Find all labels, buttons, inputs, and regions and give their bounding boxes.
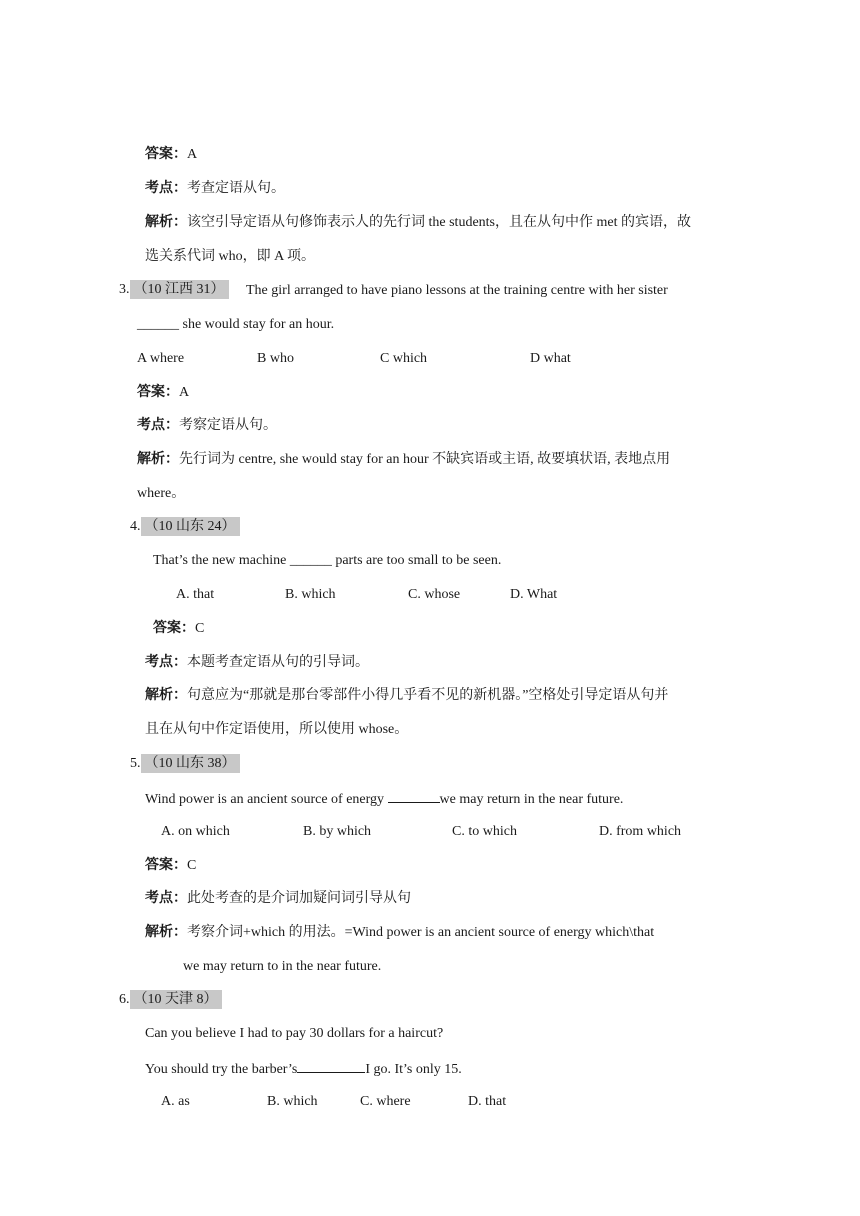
q2-point: 考查定语从句。 xyxy=(187,181,285,196)
q3-point-line xyxy=(137,416,277,436)
q4-answer-line xyxy=(153,619,204,639)
q6-number: 6. xyxy=(119,992,130,1007)
q4-analysis-1: 句意应为“那就是那台零部件小得几乎看不见的新机器。”空格处引导定语从句并 xyxy=(187,688,669,703)
q3-number: 3. xyxy=(119,282,130,297)
answer-label: 答案： xyxy=(145,147,187,162)
q5-stem-b: we may return in the near future. xyxy=(439,792,624,807)
q2-analysis-line-1 xyxy=(145,213,691,233)
q6-option-d: D. that xyxy=(468,1094,507,1109)
q6-header xyxy=(119,990,222,1010)
analysis-label: 解析： xyxy=(145,925,187,940)
q6-stem-2a: You should try the barber’s xyxy=(145,1062,298,1077)
q4-point-line xyxy=(145,653,369,673)
q6-option-c: C. where xyxy=(360,1094,411,1109)
q6-stem-2b: I go. It’s only 15. xyxy=(365,1062,462,1077)
q3-point: 考察定语从句。 xyxy=(179,418,277,433)
q6-blank xyxy=(297,1058,365,1073)
point-label: 考点： xyxy=(145,655,187,670)
q5-source-tag: （10 山东 38） xyxy=(141,754,240,773)
q3-answer-line xyxy=(137,383,189,403)
q3-option-b: B who xyxy=(257,351,294,366)
q6-source-tag: （10 天津 8） xyxy=(130,990,222,1009)
q3-answer: A xyxy=(179,385,190,400)
q3-analysis-1: 先行词为 centre, she would stay for an hour 不缺宾语或主语, 故要填状语, 表地点用 xyxy=(179,452,671,467)
q5-point: 此处考查的是介词加疑问词引导从句 xyxy=(187,891,411,906)
q5-option-d: D. from which xyxy=(599,824,682,839)
q5-point-line xyxy=(145,889,411,909)
q3-stem-1: The girl arranged to have piano lessons at the training centre with her sister xyxy=(246,283,668,298)
answer-label: 答案： xyxy=(145,858,187,873)
q2-point-line xyxy=(145,179,285,199)
q5-analysis-line-2: we may return to in the near future. xyxy=(183,959,382,974)
q5-number: 5. xyxy=(130,756,141,771)
q2-analysis-2: 选关系代词 who，即 A 项。 xyxy=(145,249,315,264)
q5-option-a: A. on which xyxy=(161,824,230,839)
q2-answer: A xyxy=(187,147,198,162)
q4-analysis-line-1 xyxy=(145,686,668,706)
q4-option-c: C. whose xyxy=(408,587,461,602)
q5-stem-a: Wind power is an ancient source of energy xyxy=(145,792,388,807)
q5-option-b: B. by which xyxy=(303,824,372,839)
q5-header xyxy=(130,754,240,774)
q3-analysis-line-1 xyxy=(137,450,670,470)
q2-analysis-1: 该空引导定语从句修饰表示人的先行词 the students，且在从句中作 met 的宾语，故 xyxy=(187,215,691,230)
q4-source-tag: （10 山东 24） xyxy=(141,517,240,536)
q3-option-d: D what xyxy=(530,351,571,366)
q5-analysis-1: 考察介词+which 的用法。=Wind power is an ancient source of energy which\that xyxy=(187,925,655,940)
q5-option-c: C. to which xyxy=(452,824,517,839)
q4-stem: That’s the new machine ______ parts are too small to be seen. xyxy=(153,553,502,568)
answer-label: 答案： xyxy=(153,621,195,636)
q6-option-a: A. as xyxy=(161,1094,190,1109)
q3-stem-2: ______ she would stay for an hour. xyxy=(137,317,335,332)
q2-answer-line xyxy=(145,145,197,165)
q4-analysis-line-2: 且在从句中作定语使用，所以使用 whose。 xyxy=(145,722,409,737)
q6-option-b: B. which xyxy=(267,1094,318,1109)
point-label: 考点： xyxy=(145,891,187,906)
q4-option-d: D. What xyxy=(510,587,558,602)
q3-source-tag: （10 江西 31） xyxy=(130,280,229,299)
point-label: 考点： xyxy=(137,418,179,433)
analysis-label: 解析： xyxy=(137,452,179,467)
q2-analysis-line-2 xyxy=(145,247,315,267)
q4-option-b: B. which xyxy=(285,587,336,602)
q6-stem-1: Can you believe I had to pay 30 dollars for a haircut? xyxy=(145,1026,444,1041)
q4-point: 本题考查定语从句的引导词。 xyxy=(187,655,369,670)
point-label: 考点： xyxy=(145,181,187,196)
q3-header xyxy=(119,280,229,300)
analysis-label: 解析： xyxy=(145,215,187,230)
q5-answer-line xyxy=(145,856,196,876)
q5-analysis-line-1 xyxy=(145,923,654,943)
q6-stem-2 xyxy=(145,1058,462,1080)
answer-label: 答案： xyxy=(137,385,179,400)
q3-option-c: C which xyxy=(380,351,428,366)
q4-option-a: A. that xyxy=(176,587,215,602)
q3-option-a: A where xyxy=(137,351,185,366)
analysis-label: 解析： xyxy=(145,688,187,703)
q5-stem xyxy=(145,788,623,810)
q3-analysis-line-2: where。 xyxy=(137,486,186,501)
q5-answer: C xyxy=(187,858,197,873)
q4-answer: C xyxy=(195,621,205,636)
q4-number: 4. xyxy=(130,519,141,534)
q4-header xyxy=(130,517,240,537)
q5-blank xyxy=(388,788,440,803)
